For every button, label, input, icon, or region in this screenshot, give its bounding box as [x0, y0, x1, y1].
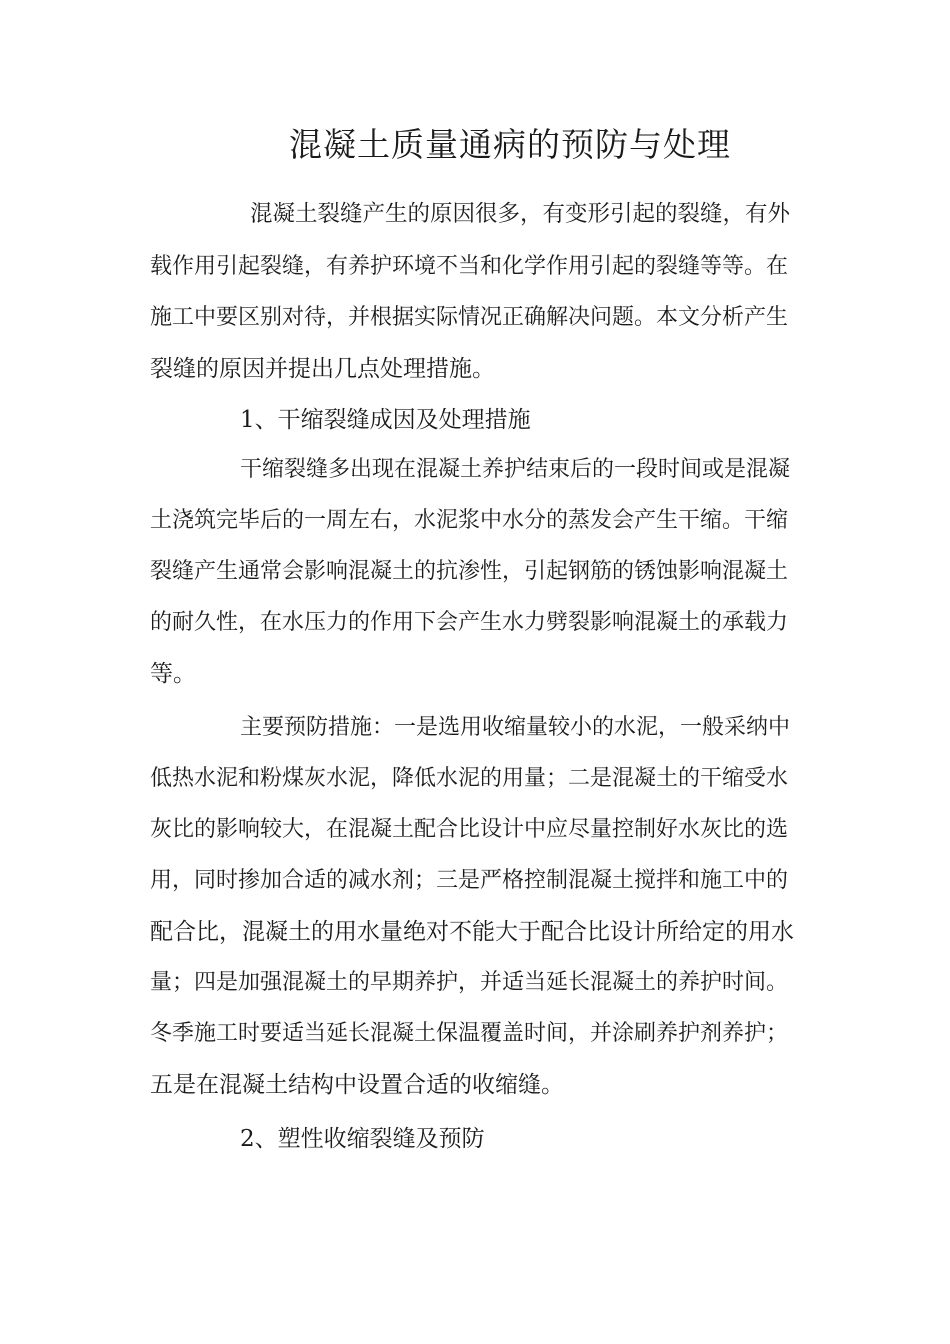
section-heading: 1、干缩裂缝成因及处理措施: [240, 407, 531, 433]
paragraph-line: 裂缝产生通常会影响混凝土的抗渗性，引起钢筋的锈蚀影响混凝土: [150, 559, 789, 584]
paragraph-line: 五是在混凝土结构中设置合适的收缩缝。: [150, 1072, 564, 1098]
paragraph-line: 用，同时掺加合适的减水剂；三是严格控制混凝土搅拌和施工中的: [150, 868, 789, 893]
paragraph-line: 量；四是加强混凝土的早期养护，并适当延长混凝土的养护时间。: [150, 970, 789, 995]
paragraph-line: 灰比的影响较大，在混凝土配合比设计中应尽量控制好水灰比的选: [150, 817, 789, 842]
document-title: 混凝土质量通病的预防与处理: [289, 125, 731, 164]
paragraph-line: 主要预防措施：一是选用收缩量较小的水泥，一般采纳中: [240, 715, 791, 740]
paragraph-line: 配合比，混凝土的用水量绝对不能大于配合比设计所给定的用水: [150, 919, 794, 945]
paragraph-line: 的耐久性，在水压力的作用下会产生水力劈裂影响混凝土的承载力: [150, 610, 789, 635]
paragraph-line: 冬季施工时要适当延长混凝土保温覆盖时间，并涂刷养护剂养护；: [150, 1021, 789, 1046]
paragraph-line: 低热水泥和粉煤灰水泥，降低水泥的用量；二是混凝土的干缩受水: [150, 766, 789, 791]
paragraph-line: 土浇筑完毕后的一周左右，水泥浆中水分的蒸发会产生干缩。干缩: [150, 508, 789, 533]
paragraph-line: 混凝土裂缝产生的原因很多，有变形引起的裂缝，有外: [250, 201, 791, 227]
paragraph-line: 载作用引起裂缝，有养护环境不当和化学作用引起的裂缝等等。在: [150, 254, 789, 279]
paragraph-line: 施工中要区别对待，并根据实际情况正确解决问题。本文分析产生: [150, 305, 789, 330]
section-heading: 2、塑性收缩裂缝及预防: [240, 1126, 485, 1152]
paragraph-line: 干缩裂缝多出现在混凝土养护结束后的一段时间或是混凝: [240, 457, 791, 482]
paragraph-line: 等。: [150, 661, 196, 687]
paragraph-line: 裂缝的原因并提出几点处理措施。: [150, 356, 495, 382]
